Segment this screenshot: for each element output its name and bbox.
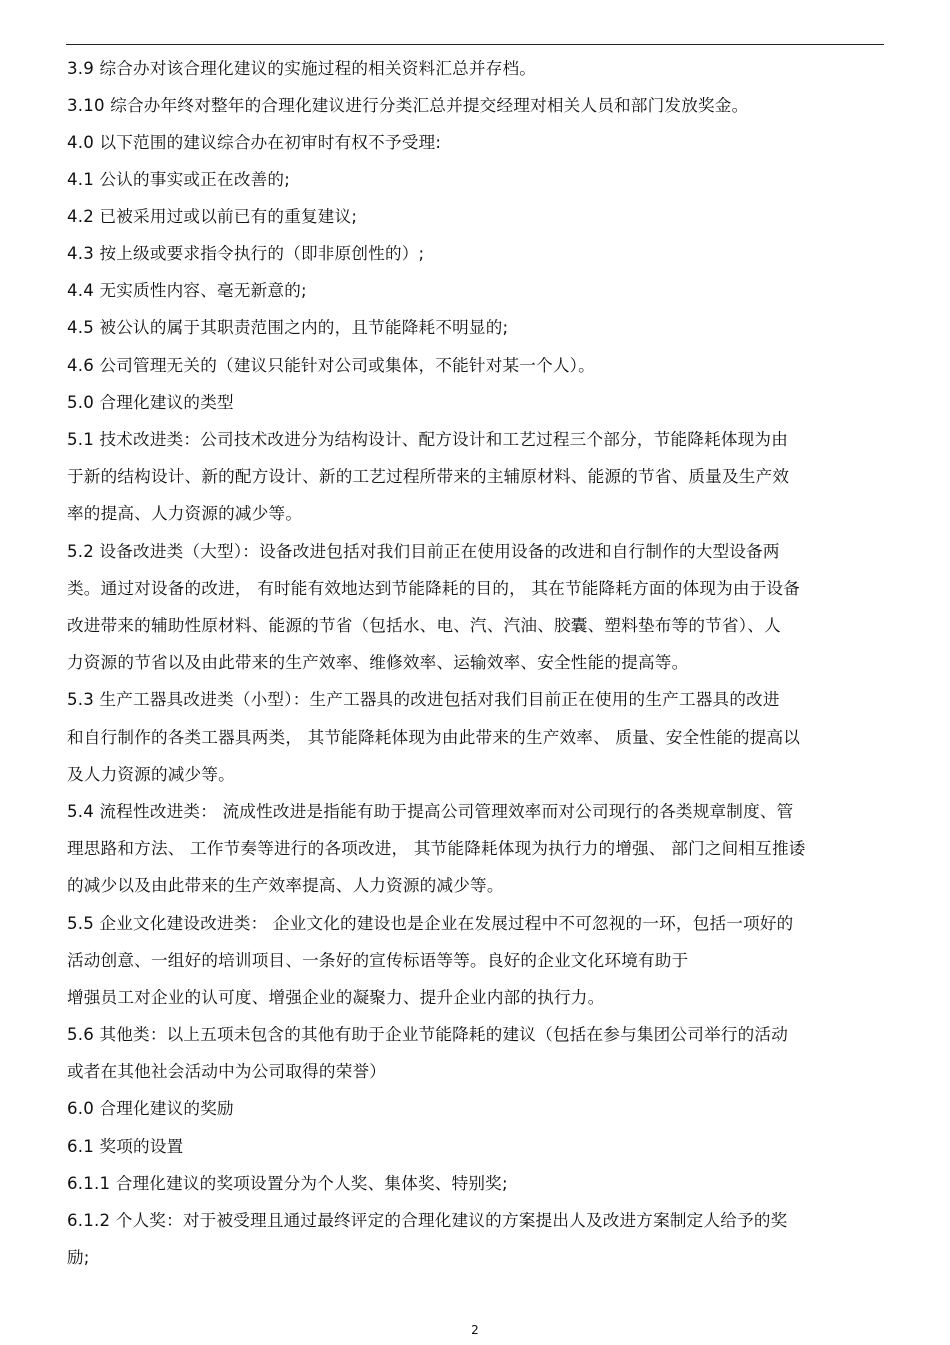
text-line: 6.1 奖项的设置 xyxy=(67,1137,184,1156)
header-rule xyxy=(66,44,884,45)
text-line: 3.10 综合办年终对整年的合理化建议进行分类汇总并提交经理对相关人员和部门发放奖金。 xyxy=(67,96,749,115)
text-line: 5.3 生产工器具改进类（小型）：生产工器具的改进包括对我们目前正在使用的生产工器具的改进 xyxy=(67,690,780,709)
text-line: 4.1 公认的事实或正在改善的; xyxy=(67,170,290,189)
text-line: 5.2 设备改进类（大型）：设备改进包括对我们目前正在使用设备的改进和自行制作的大型设备两 xyxy=(67,542,780,561)
text-line: 5.6 其他类：以上五项未包含的其他有助于企业节能降耗的建议（包括在参与集团公司举行的活动 xyxy=(67,1025,789,1044)
text-line: 类。通过对设备的改进， 有时能有效地达到节能降耗的目的， 其在节能降耗方面的体现为由于设备 xyxy=(67,579,801,598)
text-line: 5.4 流程性改进类： 流成性改进是指能有助于提高公司管理效率而对公司现行的各类规章制度、管 xyxy=(67,802,794,821)
text-line: 增强员工对企业的认可度、增强企业的凝聚力、提升企业内部的执行力。 xyxy=(67,988,605,1007)
text-line: 率的提高、人力资源的减少等。 xyxy=(67,504,303,523)
text-line: 5.0 合理化建议的类型 xyxy=(67,393,234,412)
text-line: 理思路和方法、 工作节奏等进行的各项改进， 其节能降耗体现为执行力的增强、 部门之间相互推诿 xyxy=(67,839,806,858)
page-number: 2 xyxy=(471,1323,479,1337)
text-line: 6.0 合理化建议的奖励 xyxy=(67,1099,234,1118)
text-line: 和自行制作的各类工器具两类， 其节能降耗体现为由此带来的生产效率、 质量、安全性能的提高以 xyxy=(67,728,801,747)
text-line: 5.5 企业文化建设改进类： 企业文化的建设也是企业在发展过程中不可忽视的一环，包括一项好的 xyxy=(67,914,794,933)
text-line: 4.3 按上级或要求指令执行的（即非原创性的）; xyxy=(67,244,425,263)
text-line: 改进带来的辅助性原材料、能源的节省（包括水、电、汽、汽油、胶囊、塑料垫布等的节省）、人 xyxy=(67,616,781,635)
text-line: 6.1.1 合理化建议的奖项设置分为个人奖、集体奖、特别奖; xyxy=(67,1174,508,1193)
text-line: 4.2 已被采用过或以前已有的重复建议; xyxy=(67,207,358,226)
text-line: 4.0 以下范围的建议综合办在初审时有权不予受理: xyxy=(67,133,442,152)
text-line: 3.9 综合办对该合理化建议的实施过程的相关资料汇总并存档。 xyxy=(67,59,537,78)
text-line: 4.5 被公认的属于其职责范围之内的，且节能降耗不明显的; xyxy=(67,318,509,337)
text-line: 或者在其他社会活动中为公司取得的荣誉） xyxy=(67,1062,387,1081)
text-line: 于新的结构设计、新的配方设计、新的工艺过程所带来的主辅原材料、能源的节省、质量及生产效 xyxy=(67,467,790,486)
text-line: 活动创意、一组好的培训项目、一条好的宣传标语等等。良好的企业文化环境有助于 xyxy=(67,951,689,970)
text-line: 4.6 公司管理无关的（建议只能针对公司或集体，不能针对某一个人）。 xyxy=(67,356,595,375)
text-line: 的减少以及由此带来的生产效率提高、人力资源的减少等。 xyxy=(67,876,504,895)
text-line: 5.1 技术改进类：公司技术改进分为结构设计、配方设计和工艺过程三个部分，节能降耗体现为由 xyxy=(67,430,789,449)
text-line: 4.4 无实质性内容、毫无新意的; xyxy=(67,281,307,300)
text-line: 6.1.2 个人奖：对于被受理且通过最终评定的合理化建议的方案提出人及改进方案制定人给予的奖 xyxy=(67,1211,788,1230)
text-line: 力资源的节省以及由此带来的生产效率、维修效率、运输效率、安全性能的提高等。 xyxy=(67,653,689,672)
text-line: 励; xyxy=(67,1248,90,1267)
text-line: 及人力资源的减少等。 xyxy=(67,765,235,784)
